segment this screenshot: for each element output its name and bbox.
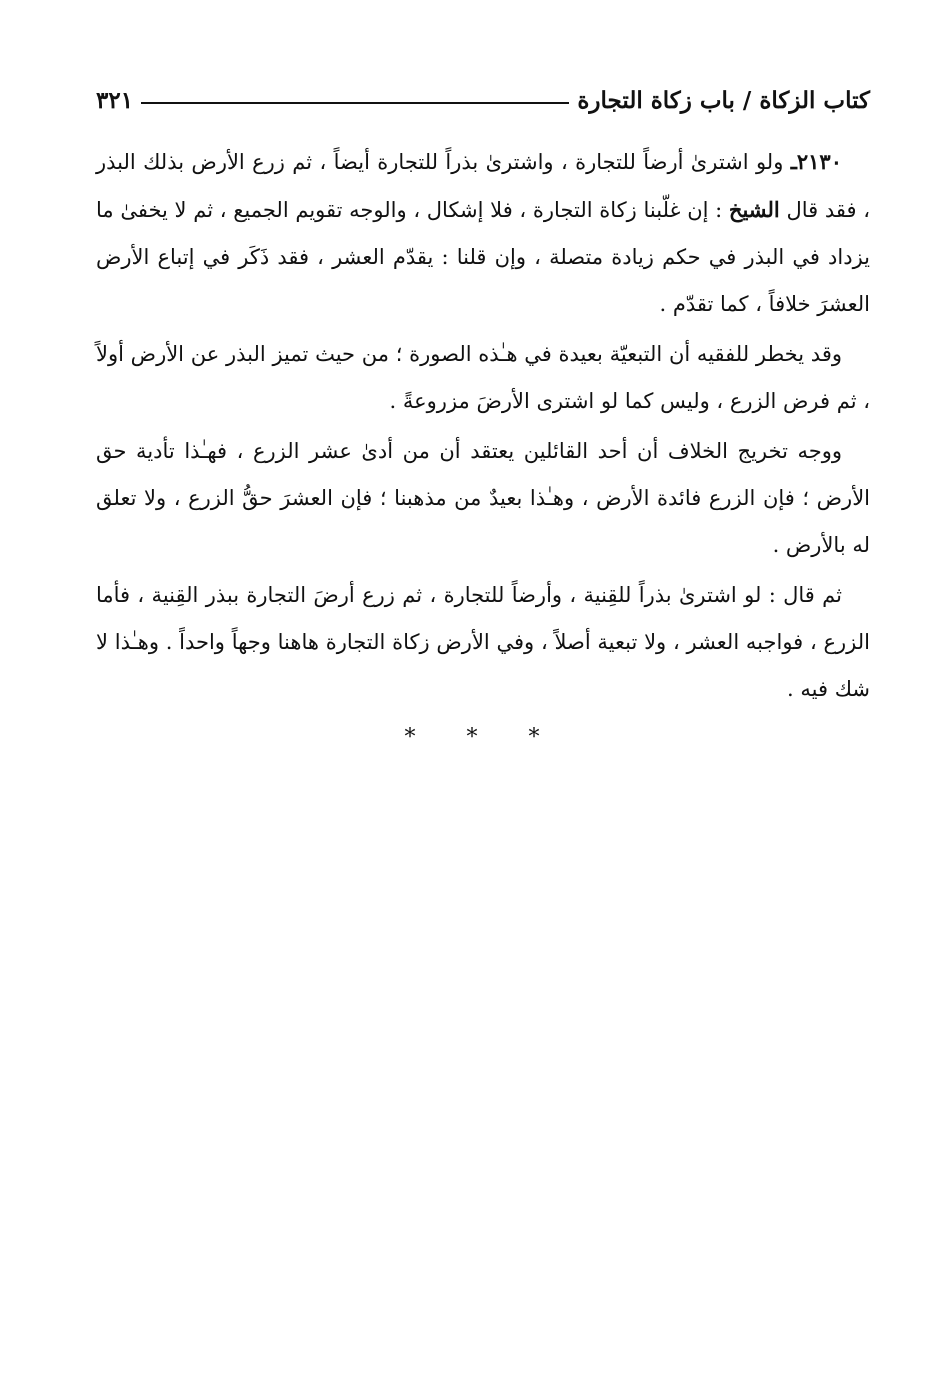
- paragraph: ووجه تخريج الخلاف أن أحد القائلين يعتقد أن من أدىٰ عشر الزرع ، فهـٰذا تأدية حق الأرض ؛ فإن الزرع فائدة الأرض ، وهـٰذا بعيدٌ من مذهبنا ؛ فإن العشرَ حقُّ الزرع ، ولا تعلق له بالأرض .: [96, 439, 870, 557]
- running-header: [96, 70, 870, 114]
- paragraph: وقد يخطر للفقيه أن التبعيّة بعيدة في هـٰذه الصورة ؛ من حيث تميز البذر عن الأرض أولاً ، ثم فرض الزرع ، وليس كما لو اشترى الأرضَ مزروعةً .: [96, 342, 870, 413]
- header-title: كتاب الزكاة / باب زكاة التجارة: [577, 87, 870, 114]
- paragraph-number: ٢١٣٠ـ: [790, 149, 842, 174]
- page-number: ٣٢١: [96, 87, 134, 114]
- body-text: [96, 138, 870, 750]
- paragraph-2130: [96, 138, 870, 328]
- page: [96, 70, 870, 750]
- bold-term: الشيخ: [728, 197, 780, 222]
- section-separator: * * *: [404, 725, 562, 750]
- paragraph-text-part: : إن غلّبنا زكاة التجارة ، فلا إشكال ، والوجه تقويم الجميع ، ثم لا يخفىٰ ما يزداد في البذر في حكم زيادة متصلة ، وإن قلنا : يقدّم العشر ، فقد ذَكَر في إتباع الأرض العشرَ خلافاً ، كما تقدّم .: [96, 198, 870, 316]
- paragraph-text-part: ولو اشترىٰ أرضاً للتجارة ، واشترىٰ بذراً للتجارة أيضاً ، ثم زرع الأرض بذلك البذر ، فقد قال: [96, 150, 870, 222]
- header-rule: [141, 102, 569, 104]
- paragraph: ثم قال : لو اشترىٰ بذراً للقِنية ، وأرضاً للتجارة ، ثم زرع أرضَ التجارة ببذر القِنية ، فأما الزرع ، فواجبه العشر ، ولا تبعية أصلاً ، وفي الأرض زكاة التجارة هاهنا وجهاً واحداً . وهـٰذا لا شك فيه .: [96, 583, 870, 701]
